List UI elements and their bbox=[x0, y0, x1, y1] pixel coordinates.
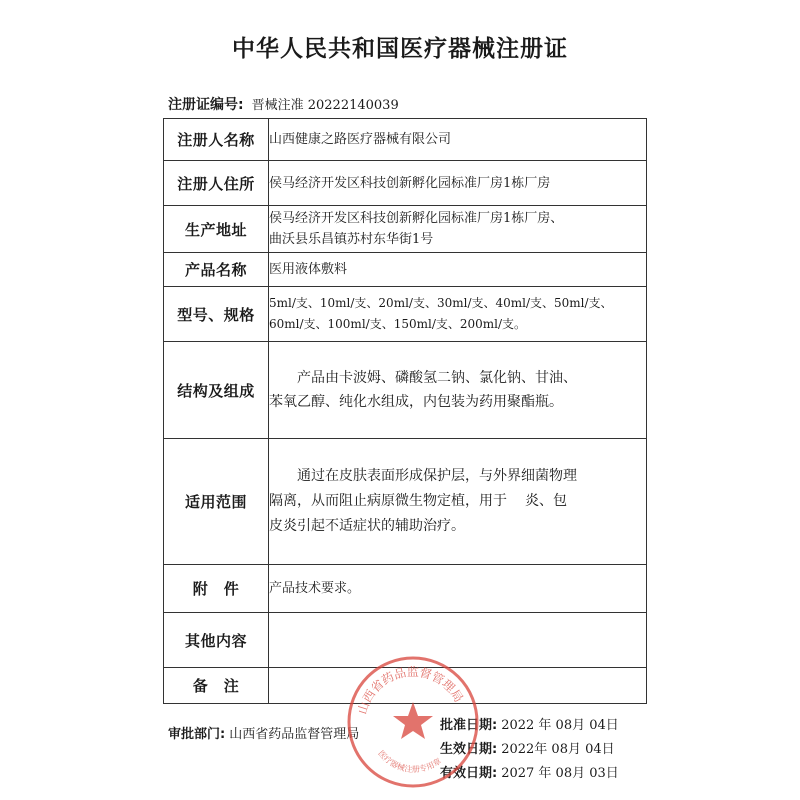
value-line: 产品技术要求。 bbox=[269, 581, 361, 596]
row-value-scope bbox=[269, 439, 647, 565]
redacted-text bbox=[507, 493, 525, 509]
approval-date-label: 批准日期: bbox=[440, 718, 498, 733]
effective-date-value: 2022年 08月 04日 bbox=[501, 742, 615, 757]
seal-text: 山西省药品监督管理局 bbox=[355, 664, 466, 716]
approval-date bbox=[440, 714, 619, 733]
value-line-part: 炎、包 bbox=[525, 493, 567, 509]
approval-date-value: 2022 年 08月 04日 bbox=[501, 718, 619, 733]
registration-number-value: 晋械注准 20222140039 bbox=[251, 98, 399, 113]
row-value-product-name bbox=[269, 253, 647, 287]
approval-department-label: 审批部门: bbox=[168, 727, 226, 742]
row-label-composition: 结构及组成 bbox=[164, 342, 269, 439]
table-row bbox=[164, 287, 647, 342]
approval-department bbox=[168, 723, 359, 742]
table-row bbox=[164, 613, 647, 668]
row-label-model-spec: 型号、规格 bbox=[164, 287, 269, 342]
row-value-other bbox=[269, 613, 647, 668]
certificate-title: 中华人民共和国医疗器械注册证 bbox=[232, 36, 568, 62]
valid-date-value: 2027 年 08月 03日 bbox=[501, 766, 619, 781]
row-label-remarks: 备 注 bbox=[164, 668, 269, 704]
registration-number-label: 注册证编号: bbox=[168, 97, 244, 113]
registration-number bbox=[168, 94, 399, 114]
row-label-other: 其他内容 bbox=[164, 613, 269, 668]
valid-date-label: 有效日期: bbox=[440, 766, 498, 781]
table-row bbox=[164, 342, 647, 439]
svg-text:医疗器械注册专用章 bbox=[376, 749, 443, 774]
row-label-product-name: 产品名称 bbox=[164, 253, 269, 287]
table-row bbox=[164, 668, 647, 704]
value-line: 医用液体敷料 bbox=[269, 262, 348, 277]
effective-date bbox=[440, 738, 615, 757]
certificate-table bbox=[163, 118, 647, 704]
row-label-scope: 适用范围 bbox=[164, 439, 269, 565]
row-value-composition bbox=[269, 342, 647, 439]
effective-date-label: 生效日期: bbox=[440, 742, 498, 757]
row-label-registrant-address: 注册人住所 bbox=[164, 161, 269, 206]
table-row bbox=[164, 565, 647, 613]
table-row bbox=[164, 119, 647, 161]
value-line: 山西健康之路医疗器械有限公司 bbox=[269, 132, 452, 147]
value-line: 皮炎引起不适症状的辅助治疗。 bbox=[269, 518, 465, 534]
value-line: 侯马经济开发区科技创新孵化园标准厂房1栋厂房、 bbox=[269, 211, 564, 226]
approval-department-value: 山西省药品监督管理局 bbox=[229, 727, 360, 742]
value-line: 通过在皮肤表面形成保护层，与外界细菌物理 bbox=[297, 468, 577, 484]
table-row bbox=[164, 439, 647, 565]
row-value-registrant-address bbox=[269, 161, 647, 206]
row-value-production-address bbox=[269, 206, 647, 253]
value-line: 60ml/支、100ml/支、150ml/支、200ml/支。 bbox=[269, 317, 527, 331]
row-label-production-address: 生产地址 bbox=[164, 206, 269, 253]
row-value-remarks bbox=[269, 668, 647, 704]
value-line-part: 隔离，从而阻止病原微生物定植，用于 bbox=[269, 493, 507, 509]
value-line: 5ml/支、10ml/支、20ml/支、30ml/支、40ml/支、50ml/支、 bbox=[269, 296, 613, 310]
valid-date bbox=[440, 762, 619, 781]
row-value-attachment bbox=[269, 565, 647, 613]
table-row bbox=[164, 253, 647, 287]
row-value-registrant-name bbox=[269, 119, 647, 161]
value-line bbox=[269, 489, 646, 514]
table-row bbox=[164, 161, 647, 206]
value-line: 侯马经济开发区科技创新孵化园标准厂房1栋厂房 bbox=[269, 175, 551, 191]
row-value-model-spec bbox=[269, 287, 647, 342]
row-label-registrant-name: 注册人名称 bbox=[164, 119, 269, 161]
seal-subtext: 医疗器械注册专用章 bbox=[376, 748, 443, 775]
value-line: 曲沃县乐昌镇苏村东华街1号 bbox=[269, 232, 434, 247]
row-label-attachment: 附 件 bbox=[164, 565, 269, 613]
table-row bbox=[164, 206, 647, 253]
value-line: 产品由卡波姆、磷酸氢二钠、氯化钠、甘油、 bbox=[297, 370, 577, 386]
value-line: 苯氧乙醇、纯化水组成，内包装为药用聚酯瓶。 bbox=[269, 394, 563, 410]
